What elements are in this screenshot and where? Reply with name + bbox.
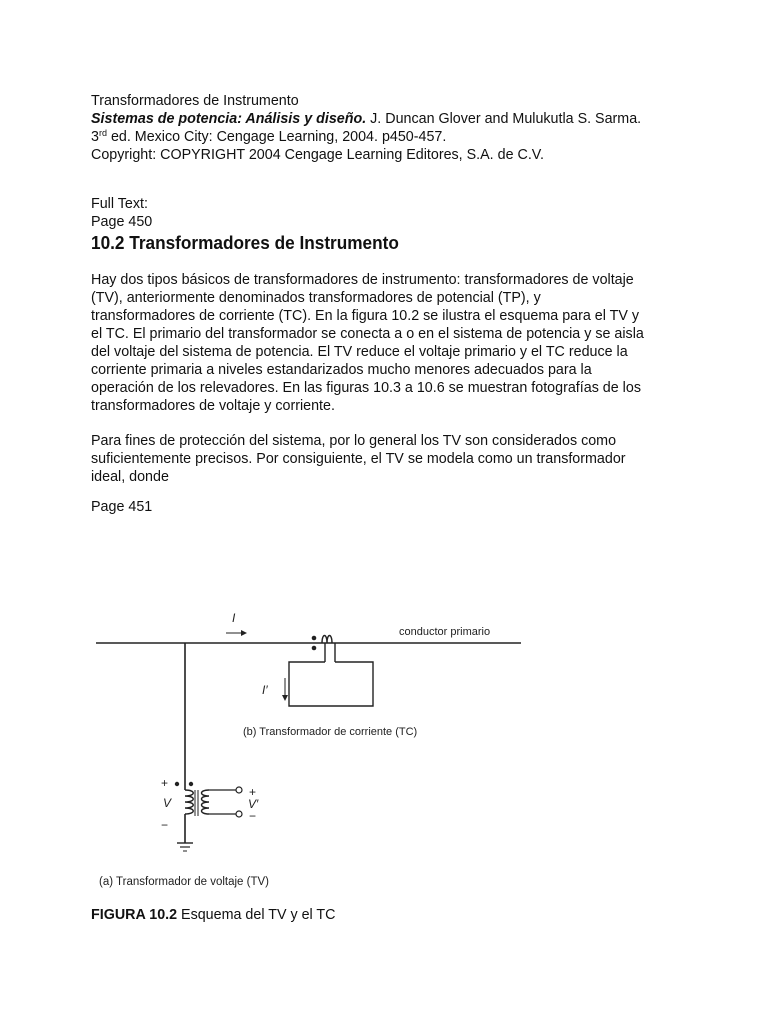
paragraph-line: (TV), anteriormente denominados transformadores de potencial (TP), y bbox=[91, 290, 541, 306]
doc-topic: Transformadores de Instrumento bbox=[91, 93, 299, 109]
paragraph-line: del voltaje del sistema de potencia. El TV reduce el voltaje primario y el TC reduce la bbox=[91, 344, 628, 360]
edition-number: 3 bbox=[91, 129, 99, 145]
paragraph-line: corriente primaria a niveles estandarizados mucho menores adecuados para la bbox=[91, 362, 592, 378]
current-arrowhead bbox=[241, 630, 247, 636]
paragraph-line: transformadores de corriente (TC). En la figura 10.2 se ilustra el esquema para el TV y bbox=[91, 308, 640, 324]
copyright-line: Copyright: COPYRIGHT 2004 Cengage Learning Editores, S.A. de C.V. bbox=[91, 147, 544, 163]
vt-polarity-dot bbox=[175, 782, 179, 786]
ct-polarity-dot bbox=[312, 646, 317, 651]
vt-plus-right: + bbox=[249, 785, 257, 799]
paragraph-2 bbox=[91, 432, 691, 486]
vt-plus-left: + bbox=[161, 776, 169, 790]
figure-caption-label: FIGURA 10.2 bbox=[91, 907, 178, 923]
ct-caption: (b) Transformador de corriente (TC) bbox=[243, 726, 418, 738]
ct-coil bbox=[322, 636, 332, 644]
figure-caption-text: Esquema del TV y el TC bbox=[177, 907, 336, 923]
vt-terminal bbox=[236, 811, 242, 817]
page-marker-450: Page 450 bbox=[91, 214, 153, 230]
book-authors: J. Duncan Glover and Mulukutla S. Sarma. bbox=[366, 111, 642, 127]
paragraph-line: Hay dos tipos básicos de transformadores de instrumento: transformadores de voltaje bbox=[91, 272, 634, 288]
figure-10-2-diagram bbox=[91, 600, 551, 900]
vt-minus-left: − bbox=[161, 818, 169, 832]
edition-line bbox=[91, 128, 691, 146]
vt-primary-coil bbox=[185, 790, 193, 814]
reference-line bbox=[91, 110, 691, 128]
vt-terminal bbox=[236, 787, 242, 793]
secondary-current-label: I′ bbox=[262, 683, 268, 697]
vt-v-label: V bbox=[163, 796, 172, 810]
paragraph-line: operación de los relevadores. En las figuras 10.3 a 10.6 se muestran fotografías de los bbox=[91, 380, 641, 396]
paragraph-1 bbox=[91, 271, 691, 415]
vt-polarity-dot bbox=[189, 782, 193, 786]
document-page bbox=[91, 92, 691, 516]
book-title: Sistemas de potencia: Análisis y diseño. bbox=[91, 111, 367, 127]
edition-ordinal: rd bbox=[98, 128, 107, 138]
paragraph-line: suficientemente precisos. Por consiguiente, el TV se modela como un transformador bbox=[91, 451, 626, 467]
vt-secondary-coil bbox=[202, 790, 210, 814]
vt-caption: (a) Transformador de voltaje (TV) bbox=[99, 876, 270, 888]
paragraph-line: transformadores de voltaje y corriente. bbox=[91, 398, 335, 414]
ct-relay-box bbox=[289, 662, 373, 706]
vt-vprime-label: V′ bbox=[248, 797, 259, 811]
secondary-current-arrowhead bbox=[282, 695, 288, 701]
section-heading: 10.2 Transformadores de Instrumento bbox=[91, 232, 399, 253]
page-marker-451: Page 451 bbox=[91, 499, 153, 515]
circuit-schematic bbox=[91, 600, 551, 900]
figure-caption bbox=[91, 906, 335, 924]
paragraph-line: el TC. El primario del transformador se conecta a o en el sistema de potencia y se aisla bbox=[91, 326, 644, 342]
edition-details: ed. Mexico City: Cengage Learning, 2004. p450-457. bbox=[106, 129, 447, 145]
ct-polarity-dot bbox=[312, 636, 317, 641]
primary-conductor-label: conductor primario bbox=[399, 626, 491, 638]
paragraph-line: Para fines de protección del sistema, por lo general los TV son considerados como bbox=[91, 433, 617, 449]
paragraph-line: ideal, donde bbox=[91, 469, 169, 485]
vt-minus-right: − bbox=[249, 809, 257, 823]
current-label: I bbox=[232, 611, 236, 625]
fulltext-label: Full Text: bbox=[91, 196, 148, 212]
